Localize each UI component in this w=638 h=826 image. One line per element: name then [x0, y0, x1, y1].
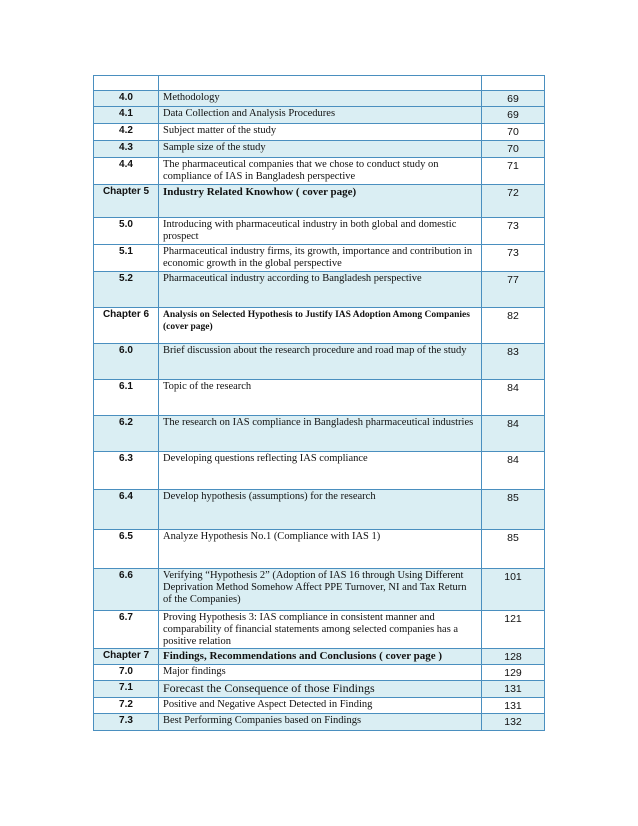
table-row: [94, 665, 545, 681]
section-title: Verifying “Hypothesis 2” (Adoption of IAS 16 through Using Different Deprivation Method Somehow Affect PPE Turnover, NI and Tax Return of the Companies): [159, 569, 482, 611]
table-row: [94, 158, 545, 185]
section-title: Analyze Hypothesis No.1 (Compliance with IAS 1): [159, 530, 482, 569]
table-row: [94, 698, 545, 714]
table-row: [94, 380, 545, 416]
section-number: Chapter 7: [94, 649, 159, 665]
section-number: 7.2: [94, 698, 159, 714]
page-number: 69: [482, 91, 545, 107]
section-number: 6.1: [94, 380, 159, 416]
section-title: Forecast the Consequence of those Findings: [159, 681, 482, 698]
section-title: Positive and Negative Aspect Detected in Finding: [159, 698, 482, 714]
table-row: [94, 569, 545, 611]
section-number: 6.4: [94, 490, 159, 530]
section-title: Pharmaceutical industry according to Bangladesh perspective: [159, 272, 482, 308]
table-row: [94, 218, 545, 245]
section-number: 4.0: [94, 91, 159, 107]
section-title: Introducing with pharmaceutical industry in both global and domestic prospect: [159, 218, 482, 245]
table-row: [94, 611, 545, 649]
page-number: 69: [482, 107, 545, 124]
section-number: 4.4: [94, 158, 159, 185]
table-row: [94, 107, 545, 124]
page-number: 72: [482, 185, 545, 218]
table-of-contents: [93, 75, 545, 731]
page-number: [482, 76, 545, 91]
table-row: [94, 272, 545, 308]
section-number: Chapter 5: [94, 185, 159, 218]
section-number: 6.0: [94, 344, 159, 380]
table-row: [94, 530, 545, 569]
section-number: Chapter 6: [94, 308, 159, 344]
section-title: Industry Related Knowhow ( cover page): [159, 185, 482, 218]
page-number: 131: [482, 698, 545, 714]
section-title: Topic of the research: [159, 380, 482, 416]
page-number: 84: [482, 416, 545, 452]
page-number: 70: [482, 124, 545, 141]
section-title: Pharmaceutical industry firms, its growth, importance and contribution in economic growth in the global perspective: [159, 245, 482, 272]
section-title: The pharmaceutical companies that we chose to conduct study on compliance of IAS in Bangladesh perspective: [159, 158, 482, 185]
section-title: Data Collection and Analysis Procedures: [159, 107, 482, 124]
page-number: 71: [482, 158, 545, 185]
table-row: [94, 76, 545, 91]
table-row: [94, 245, 545, 272]
table-row: [94, 308, 545, 344]
page-number: 128: [482, 649, 545, 665]
table-row: [94, 91, 545, 107]
page-number: 73: [482, 245, 545, 272]
section-number: 6.5: [94, 530, 159, 569]
table-row: [94, 681, 545, 698]
section-number: 4.2: [94, 124, 159, 141]
section-number: 6.6: [94, 569, 159, 611]
section-number: 5.1: [94, 245, 159, 272]
section-title: Major findings: [159, 665, 482, 681]
page-number: 73: [482, 218, 545, 245]
page-number: 83: [482, 344, 545, 380]
table-row: [94, 714, 545, 731]
section-number: 7.0: [94, 665, 159, 681]
section-number: 5.0: [94, 218, 159, 245]
table-row: [94, 490, 545, 530]
section-title: Proving Hypothesis 3: IAS compliance in consistent manner and comparability of financial statements among selected companies has a positive relation: [159, 611, 482, 649]
page-number: 131: [482, 681, 545, 698]
section-number: 6.3: [94, 452, 159, 490]
section-title: Analysis on Selected Hypothesis to Justify IAS Adoption Among Companies (cover page): [159, 308, 482, 344]
page-number: 129: [482, 665, 545, 681]
section-number: 4.1: [94, 107, 159, 124]
page-number: 84: [482, 452, 545, 490]
table-row: [94, 185, 545, 218]
page-number: 101: [482, 569, 545, 611]
table-row: [94, 452, 545, 490]
section-title: Develop hypothesis (assumptions) for the research: [159, 490, 482, 530]
section-number: 7.1: [94, 681, 159, 698]
section-number: [94, 76, 159, 91]
section-number: 5.2: [94, 272, 159, 308]
section-title: Methodology: [159, 91, 482, 107]
page-number: 121: [482, 611, 545, 649]
section-title: Findings, Recommendations and Conclusions ( cover page ): [159, 649, 482, 665]
section-title: [159, 76, 482, 91]
table-row: [94, 141, 545, 158]
page-number: 77: [482, 272, 545, 308]
page-number: 85: [482, 490, 545, 530]
section-title: Subject matter of the study: [159, 124, 482, 141]
section-number: 7.3: [94, 714, 159, 731]
table-row: [94, 649, 545, 665]
page-number: 85: [482, 530, 545, 569]
section-title: Best Performing Companies based on Findings: [159, 714, 482, 731]
section-title: Developing questions reflecting IAS compliance: [159, 452, 482, 490]
section-number: 6.2: [94, 416, 159, 452]
page-number: 82: [482, 308, 545, 344]
section-number: 4.3: [94, 141, 159, 158]
section-title: The research on IAS compliance in Bangladesh pharmaceutical industries: [159, 416, 482, 452]
table-row: [94, 416, 545, 452]
page-number: 84: [482, 380, 545, 416]
section-title: Brief discussion about the research procedure and road map of the study: [159, 344, 482, 380]
table-row: [94, 344, 545, 380]
page-number: 70: [482, 141, 545, 158]
page-number: 132: [482, 714, 545, 731]
section-number: 6.7: [94, 611, 159, 649]
section-title: Sample size of the study: [159, 141, 482, 158]
table-row: [94, 124, 545, 141]
